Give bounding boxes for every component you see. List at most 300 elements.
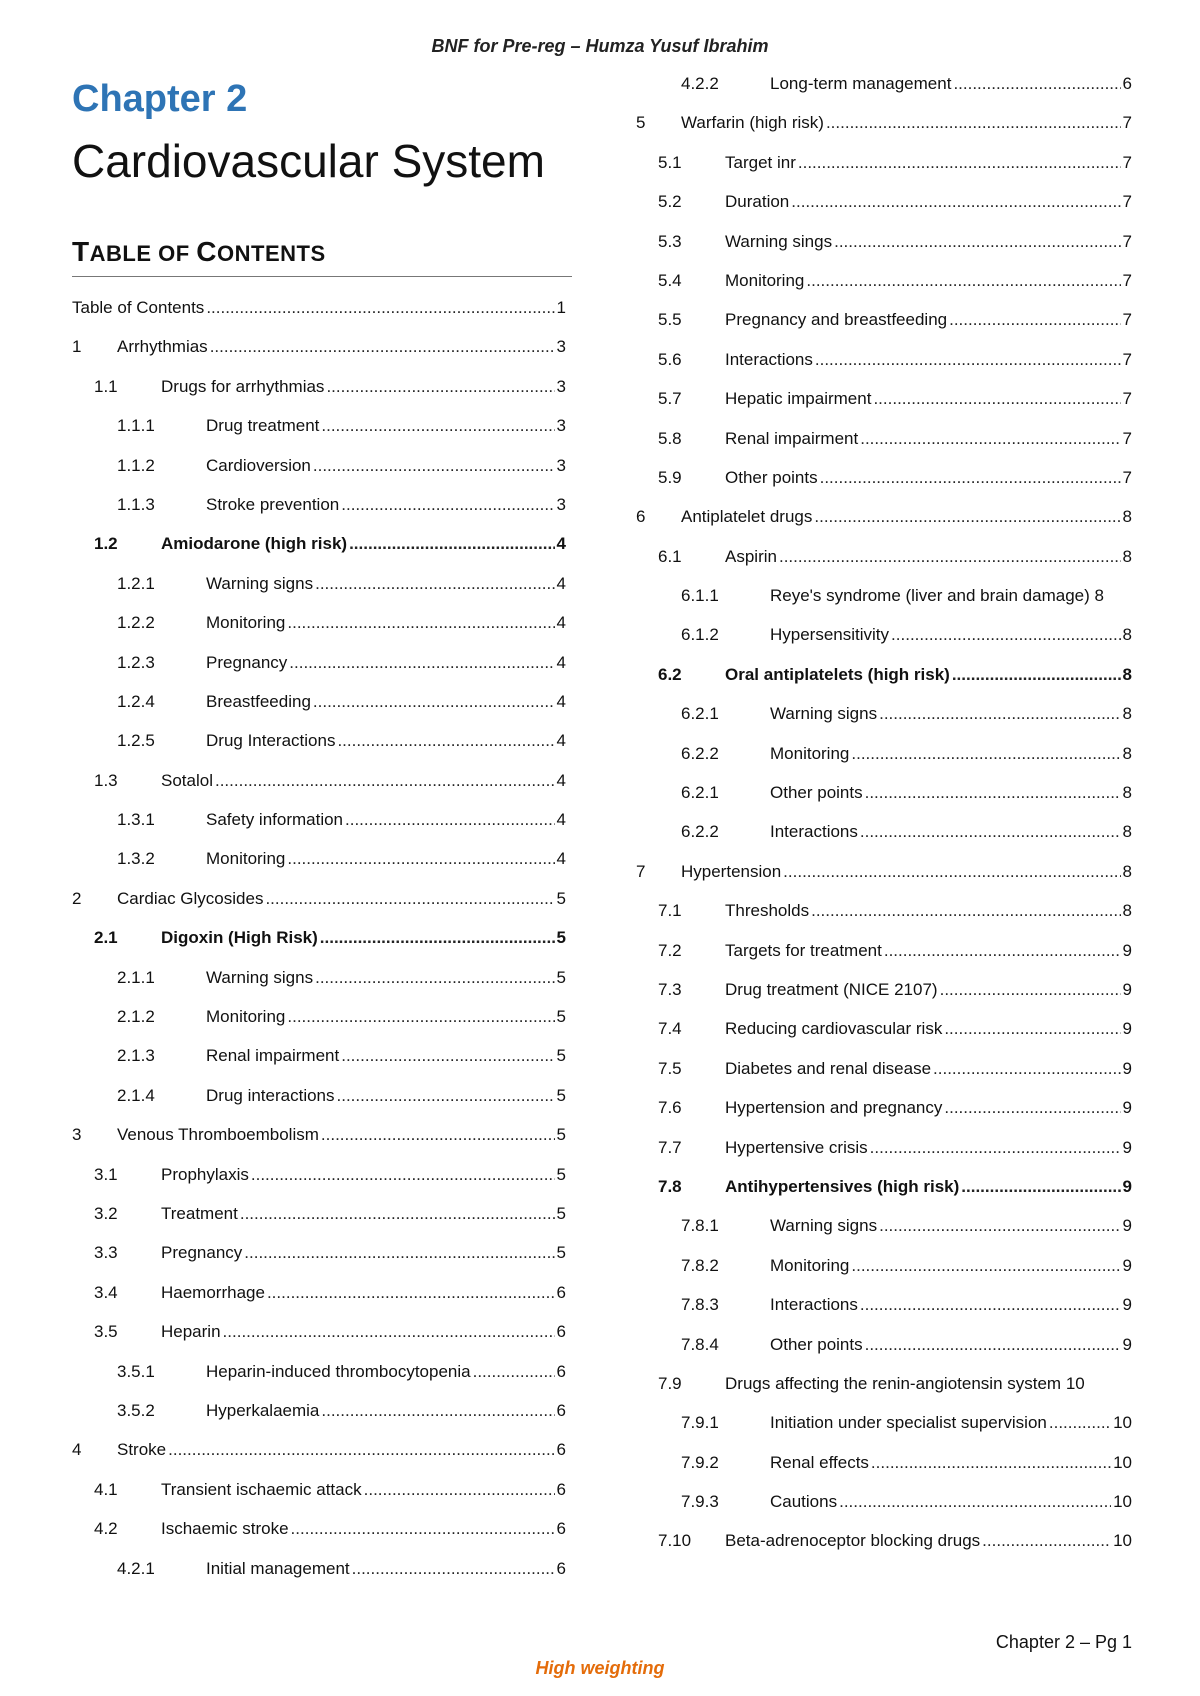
toc-entry-page: 7 <box>1122 231 1132 251</box>
toc-entry-page: 4 <box>556 613 566 633</box>
toc-entry[interactable] <box>636 310 1132 330</box>
toc-entry[interactable] <box>636 1177 1132 1197</box>
toc-entry-title: Prophylaxis <box>161 1164 249 1184</box>
toc-entry[interactable] <box>72 1283 566 1303</box>
toc-entry-page: 9 <box>1122 979 1132 999</box>
toc-entry-page: 8 <box>1122 546 1132 566</box>
toc-entry-title: Treatment <box>161 1203 238 1223</box>
toc-entry-page: 4 <box>556 534 566 554</box>
toc-entry-page: 4 <box>556 770 566 790</box>
toc-entry-number: 3.5.2 <box>117 1400 155 1420</box>
toc-entry-page: 4 <box>556 731 566 751</box>
toc-entry-page: 9 <box>1122 1176 1132 1196</box>
toc-entry[interactable] <box>636 1335 1132 1355</box>
toc-entry-title: Warning signs <box>770 704 878 724</box>
toc-dot-leader <box>851 744 1120 764</box>
toc-entry[interactable] <box>636 350 1132 370</box>
toc-entry-number: 7.4 <box>658 1019 682 1039</box>
toc-entry-number: 3.1 <box>94 1164 118 1184</box>
toc-entry-title: Target inr <box>725 152 796 172</box>
toc-entry-page: 8 <box>1122 901 1132 921</box>
toc-entry-title: Diabetes and renal disease <box>725 1058 932 1078</box>
toc-entry-number: 6.2.2 <box>681 743 719 763</box>
toc-entry[interactable] <box>636 941 1132 961</box>
toc-entry-number: 4.2 <box>94 1519 118 1539</box>
toc-entry-number: 1.1.2 <box>117 455 155 475</box>
toc-dot-leader <box>287 849 554 869</box>
toc-dot-leader <box>953 74 1120 94</box>
toc-entry-number: 5.3 <box>658 231 682 251</box>
toc-entry-number: 7.3 <box>658 979 682 999</box>
toc-column-right <box>636 74 1132 1571</box>
toc-entry-title: Safety information <box>206 810 344 830</box>
toc-entry[interactable] <box>72 1165 566 1185</box>
footer-page-number: Chapter 2 – Pg 1 <box>995 1632 1132 1652</box>
toc-entry[interactable] <box>636 113 1132 133</box>
toc-entry[interactable] <box>72 416 566 436</box>
toc-dot-leader <box>870 1138 1121 1158</box>
toc-dot-leader <box>982 1531 1111 1551</box>
toc-entry-title: Renal impairment <box>725 428 859 448</box>
toc-entry-number: 1.2.1 <box>117 573 155 593</box>
toc-entry-title: Sotalol <box>161 770 213 790</box>
toc-entry-number: 7 <box>636 861 646 881</box>
toc-entry-title: Initiation under specialist supervision <box>770 1413 1047 1433</box>
toc-dot-leader <box>839 1492 1111 1512</box>
toc-entry-page: 6 <box>556 1400 566 1420</box>
footer-note: High weighting <box>535 1658 665 1678</box>
toc-entry-title: Other points <box>770 783 863 803</box>
toc-entry-page: 6 <box>556 1479 566 1499</box>
toc-entry[interactable] <box>636 704 1132 724</box>
toc-entry-title: Interactions <box>725 349 813 369</box>
toc-entry[interactable] <box>636 74 1132 94</box>
toc-dot-leader <box>287 613 554 633</box>
toc-entry-number: 3 <box>72 1125 82 1145</box>
toc-entry-title: Drugs for arrhythmias <box>161 376 325 396</box>
toc-entry-number: 4 <box>72 1440 82 1460</box>
toc-entry-page: 5 <box>556 1125 566 1145</box>
toc-dot-leader <box>265 889 554 909</box>
toc-entry-number: 3.5.1 <box>117 1361 155 1381</box>
toc-entry[interactable] <box>72 377 566 397</box>
toc-entry[interactable] <box>72 337 566 357</box>
toc-entry-title: Breastfeeding <box>206 691 311 711</box>
toc-entry-title: Table of Contents <box>72 298 205 317</box>
toc-entry-title: Hyperkalaemia <box>206 1400 320 1420</box>
toc-entry[interactable] <box>72 1362 566 1382</box>
toc-entry[interactable] <box>72 534 566 554</box>
toc-entry[interactable] <box>72 456 566 476</box>
toc-dot-leader <box>891 625 1120 645</box>
toc-entry-title: Warning signs <box>206 967 314 987</box>
toc-dot-leader <box>321 416 554 436</box>
toc-entry-title: Hypersensitivity <box>770 625 890 645</box>
toc-dot-leader <box>834 232 1120 252</box>
toc-entry-title: Heparin-induced thrombocytopenia <box>206 1361 471 1381</box>
toc-entry-number: 6.1.2 <box>681 625 719 645</box>
toc-dot-leader <box>873 389 1120 409</box>
toc-dot-leader <box>321 1401 554 1421</box>
toc-dot-leader <box>884 941 1121 961</box>
toc-dot-leader <box>944 1098 1120 1118</box>
toc-entry[interactable] <box>636 507 1132 527</box>
toc-dot-leader <box>806 271 1120 291</box>
toc-dot-leader <box>860 822 1121 842</box>
toc-entry-number: 7.9.1 <box>681 1413 719 1433</box>
toc-dot-leader <box>851 1256 1120 1276</box>
toc-entry-title: Antiplatelet drugs <box>681 507 813 527</box>
toc-entry[interactable] <box>636 1256 1132 1276</box>
toc-dot-leader <box>240 1204 555 1224</box>
toc-entry-number: 7.9.3 <box>681 1492 719 1512</box>
toc-entry[interactable] <box>72 731 566 751</box>
toc-dot-leader <box>210 337 555 357</box>
toc-entry-number: 5.5 <box>658 310 682 330</box>
toc-entry[interactable] <box>636 271 1132 291</box>
toc-entry-title: Drug treatment (NICE 2107) <box>725 979 938 999</box>
toc-entry-page: 3 <box>556 416 566 436</box>
toc-entry-page: 7 <box>1122 349 1132 369</box>
toc-entry-title: Other points <box>770 1334 863 1354</box>
toc-entry-number: 5.9 <box>658 467 682 487</box>
toc-entry[interactable] <box>636 468 1132 488</box>
toc-entry-number: 1.2 <box>94 534 118 554</box>
toc-entry-page: 6 <box>556 1282 566 1302</box>
toc-entry-number: 1.1.3 <box>117 494 155 514</box>
toc-entry[interactable] <box>72 613 566 633</box>
toc-entry-title: Other points <box>725 467 818 487</box>
toc-entry-page: 9 <box>1122 1255 1132 1275</box>
toc-entry-page: 8 <box>1122 783 1132 803</box>
toc-entry-number: 1.2.3 <box>117 652 155 672</box>
toc-dot-leader <box>473 1362 555 1382</box>
toc-entry-page: 5 <box>556 1046 566 1066</box>
toc-entry-page: 8 <box>1122 625 1132 645</box>
toc-entry-number: 6.2.1 <box>681 704 719 724</box>
toc-entry-page: 10 <box>1113 1531 1132 1551</box>
toc-dot-leader <box>337 1086 555 1106</box>
toc-dot-leader <box>826 113 1121 133</box>
toc-dot-leader <box>865 1335 1121 1355</box>
toc-entry[interactable] <box>72 1204 566 1224</box>
toc-entry-title: Interactions <box>770 1295 858 1315</box>
toc-entry[interactable] <box>636 547 1132 567</box>
toc-entry-page: 10 <box>1065 1373 1085 1393</box>
toc-entry-page: 5 <box>556 1164 566 1184</box>
toc-entry[interactable] <box>72 692 566 712</box>
toc-entry[interactable] <box>636 665 1132 685</box>
toc-entry-page: 8 <box>1122 507 1132 527</box>
toc-dot-leader <box>871 1453 1111 1473</box>
toc-entry[interactable] <box>636 1098 1132 1118</box>
toc-entry-page: 4 <box>556 810 566 830</box>
toc-entry-number: 1.3.2 <box>117 849 155 869</box>
toc-entry-page: 4 <box>556 652 566 672</box>
toc-entry-title: Renal effects <box>770 1452 869 1472</box>
toc-entry-page: 8 <box>1122 822 1132 842</box>
toc-entry-number: 5.1 <box>658 152 682 172</box>
toc-dot-leader <box>779 547 1121 567</box>
toc-entry-page: 7 <box>1122 467 1132 487</box>
running-header: BNF for Pre-reg – Humza Yusuf Ibrahim <box>431 36 769 56</box>
toc-entry[interactable] <box>72 810 566 830</box>
toc-entry-number: 1.2.4 <box>117 691 155 711</box>
toc-dot-leader <box>820 468 1121 488</box>
toc-entry[interactable] <box>72 1086 566 1106</box>
toc-entry-title: Monitoring <box>770 1255 850 1275</box>
toc-entry-page: 7 <box>1122 310 1132 330</box>
toc-dot-leader <box>341 1046 554 1066</box>
toc-entry-number: 7.7 <box>658 1137 682 1157</box>
chapter-title: Cardiovascular System <box>72 135 545 187</box>
toc-entry[interactable] <box>636 1295 1132 1315</box>
toc-entry-title: Venous Thromboembolism <box>117 1125 319 1145</box>
toc-entry[interactable] <box>72 1322 566 1342</box>
toc-dot-leader <box>313 456 555 476</box>
toc-dot-leader <box>223 1322 555 1342</box>
toc-entry-number: 7.2 <box>658 940 682 960</box>
toc-entry-title: Haemorrhage <box>161 1282 265 1302</box>
toc-entry-title: Warning signs <box>206 573 314 593</box>
toc-entry-number: 7.1 <box>658 901 682 921</box>
toc-entry[interactable] <box>636 1216 1132 1236</box>
toc-entry-number: 6.2.2 <box>681 822 719 842</box>
toc-entry-title: Hypertension and pregnancy <box>725 1098 943 1118</box>
toc-dot-leader <box>860 1295 1121 1315</box>
toc-divider <box>72 276 572 277</box>
toc-entry-title: Arrhythmias <box>117 337 208 357</box>
toc-entry-title: Drug treatment <box>206 416 320 436</box>
toc-entry-number: 5.4 <box>658 270 682 290</box>
toc-entry[interactable] <box>72 968 566 988</box>
toc-entry-number: 7.8.3 <box>681 1295 719 1315</box>
toc-entry[interactable] <box>636 1138 1132 1158</box>
toc-dot-leader <box>341 495 554 515</box>
toc-entry-number: 1.2.2 <box>117 613 155 633</box>
toc-entry-title: Pregnancy and breastfeeding <box>725 310 948 330</box>
toc-entry-title: Monitoring <box>206 613 286 633</box>
toc-heading-c: C <box>196 236 218 267</box>
toc-entry[interactable] <box>72 771 566 791</box>
toc-dot-leader <box>865 783 1121 803</box>
toc-entry[interactable] <box>636 1492 1132 1512</box>
toc-entry-title: Hypertensive crisis <box>725 1137 868 1157</box>
toc-dot-leader <box>811 901 1120 921</box>
toc-entry[interactable] <box>636 901 1132 921</box>
toc-entry-number: 2.1.2 <box>117 1007 155 1027</box>
toc-entry-title: Hypertension <box>681 861 782 881</box>
toc-entry-page: 8 <box>1094 586 1104 606</box>
toc-entry-page: 6 <box>1122 74 1132 93</box>
toc-dot-leader <box>814 507 1120 527</box>
toc-entry-title: Cardiac Glycosides <box>117 888 264 908</box>
toc-entry-title: Aspirin <box>725 546 777 566</box>
toc-entry-number: 7.8.1 <box>681 1216 719 1236</box>
toc-entry[interactable] <box>72 1480 566 1500</box>
toc-entry-page: 4 <box>556 691 566 711</box>
toc-entry-page: 5 <box>556 1007 566 1027</box>
toc-entry-page: 6 <box>556 1519 566 1539</box>
toc-entry[interactable] <box>72 1401 566 1421</box>
toc-entry-number: 6.1.1 <box>681 586 719 606</box>
toc-entry-title: Digoxin (High Risk) <box>161 928 318 948</box>
toc-entry-title: Oral antiplatelets (high risk) <box>725 664 950 684</box>
toc-entry-number: 7.10 <box>658 1531 692 1551</box>
toc-entry-title: Hepatic impairment <box>725 389 872 409</box>
toc-entry[interactable] <box>72 1559 566 1579</box>
toc-entry-page: 3 <box>556 455 566 475</box>
toc-dot-leader <box>320 928 555 948</box>
chapter-number: Chapter 2 <box>72 78 248 120</box>
toc-entry-number: 1 <box>72 337 82 357</box>
toc-entry-page: 4 <box>556 849 566 869</box>
toc-entry-number: 7.5 <box>658 1058 682 1078</box>
toc-entry[interactable] <box>72 1125 566 1145</box>
toc-entry-page: 9 <box>1122 940 1132 960</box>
toc-entry[interactable] <box>72 1519 566 1539</box>
toc-entry-number: 5 <box>636 113 646 133</box>
toc-entry-page: 5 <box>556 967 566 987</box>
toc-entry[interactable] <box>636 1374 1132 1394</box>
toc-entry-number: 4.2.2 <box>681 74 719 93</box>
toc-entry-title: Stroke <box>117 1440 167 1460</box>
toc-entry[interactable] <box>72 1243 566 1263</box>
toc-entry-title: Pregnancy <box>206 652 288 672</box>
toc-entry-page: 9 <box>1122 1019 1132 1039</box>
toc-entry-page: 7 <box>1122 192 1132 212</box>
toc-entry-number: 5.2 <box>658 192 682 212</box>
toc-entry-page: 6 <box>556 1440 566 1460</box>
toc-entry-number: 5.6 <box>658 349 682 369</box>
toc-dot-leader <box>879 704 1120 724</box>
toc-entry-number: 5.8 <box>658 428 682 448</box>
toc-entry-page: 8 <box>1122 704 1132 724</box>
toc-entry-page: 8 <box>1122 743 1132 763</box>
toc-entry-title: Reye's syndrome (liver and brain damage) <box>770 586 1090 606</box>
toc-entry-page: 10 <box>1113 1452 1132 1472</box>
toc-entry[interactable] <box>636 822 1132 842</box>
toc-entry-title: Drugs affecting the renin-angiotensin system <box>725 1373 1062 1393</box>
toc-heading-part2: ONTENTS <box>217 241 326 266</box>
toc-dot-leader <box>952 665 1121 685</box>
toc-entry-page: 7 <box>1122 270 1132 290</box>
toc-entry-title: Monitoring <box>206 849 286 869</box>
toc-entry[interactable] <box>636 1059 1132 1079</box>
toc-entry-page: 9 <box>1122 1098 1132 1118</box>
toc-entry[interactable] <box>636 783 1132 803</box>
toc-entry-page: 7 <box>1122 113 1132 133</box>
toc-entry[interactable] <box>636 192 1132 212</box>
toc-entry-page: 7 <box>1122 428 1132 448</box>
toc-entry-number: 3.5 <box>94 1322 118 1342</box>
toc-entry-number: 6.2 <box>658 664 682 684</box>
toc-entry[interactable] <box>636 862 1132 882</box>
toc-entry[interactable] <box>636 980 1132 1000</box>
toc-dot-leader <box>944 1019 1120 1039</box>
toc-entry-title: Warning signs <box>770 1216 878 1236</box>
toc-entry-number: 3.4 <box>94 1282 118 1302</box>
toc-dot-leader <box>289 653 554 673</box>
toc-entry-title: Warfarin (high risk) <box>681 113 824 133</box>
toc-entry[interactable] <box>636 1413 1132 1433</box>
toc-entry-number: 2.1.3 <box>117 1046 155 1066</box>
toc-dot-leader <box>791 192 1120 212</box>
toc-entry[interactable] <box>72 653 566 673</box>
toc-entry-page: 7 <box>1122 152 1132 172</box>
toc-entry-number: 5.7 <box>658 389 682 409</box>
toc-entry-number: 1.1.1 <box>117 416 155 436</box>
toc-dot-leader <box>1049 1413 1111 1433</box>
toc-entry-page: 9 <box>1122 1137 1132 1157</box>
toc-entry[interactable] <box>636 389 1132 409</box>
toc-dot-leader <box>352 1559 555 1579</box>
toc-entry[interactable] <box>72 495 566 515</box>
toc-entry[interactable] <box>636 232 1132 252</box>
toc-entry-page: 3 <box>556 376 566 396</box>
toc-entry-page: 5 <box>556 1243 566 1263</box>
toc-dot-leader <box>291 1519 555 1539</box>
toc-entry-page: 6 <box>556 1361 566 1381</box>
toc-entry[interactable] <box>636 625 1132 645</box>
toc-entry-page: 9 <box>1122 1216 1132 1236</box>
toc-dot-leader <box>168 1440 554 1460</box>
toc-entry[interactable] <box>72 1440 566 1460</box>
toc-dot-leader <box>860 429 1120 449</box>
toc-dot-leader <box>337 731 554 751</box>
toc-dot-leader <box>879 1216 1120 1236</box>
toc-entry-number: 6.1 <box>658 546 682 566</box>
toc-entry[interactable] <box>72 1007 566 1027</box>
toc-entry-number: 1.1 <box>94 376 118 396</box>
toc-entry-page: 9 <box>1122 1295 1132 1315</box>
toc-entry[interactable] <box>72 849 566 869</box>
toc-dot-leader <box>364 1480 555 1500</box>
toc-heading-t: T <box>72 236 90 267</box>
toc-entry-title: Amiodarone (high risk) <box>161 534 348 554</box>
toc-dot-leader <box>783 862 1120 882</box>
toc-entry[interactable] <box>72 298 566 318</box>
toc-entry-title: Targets for treatment <box>725 940 882 960</box>
toc-dot-leader <box>949 310 1120 330</box>
toc-entry[interactable] <box>636 153 1132 173</box>
toc-entry[interactable] <box>72 1046 566 1066</box>
toc-entry-number: 6 <box>636 507 646 527</box>
toc-entry[interactable] <box>72 574 566 594</box>
toc-entry-number: 7.6 <box>658 1098 682 1118</box>
toc-entry[interactable] <box>636 586 1132 606</box>
toc-entry-number: 7.9 <box>658 1373 682 1393</box>
toc-entry-number: 2.1 <box>94 928 118 948</box>
toc-entry[interactable] <box>636 1531 1132 1551</box>
toc-entry-title: Transient ischaemic attack <box>161 1479 362 1499</box>
toc-entry-page: 1 <box>556 298 566 317</box>
toc-entry[interactable] <box>636 429 1132 449</box>
toc-entry-page: 8 <box>1122 664 1132 684</box>
toc-entry-page: 5 <box>556 1203 566 1223</box>
toc-entry-title: Duration <box>725 192 790 212</box>
toc-entry[interactable] <box>636 1019 1132 1039</box>
toc-entry[interactable] <box>72 928 566 948</box>
toc-entry[interactable] <box>636 744 1132 764</box>
toc-entry-title: Cautions <box>770 1492 838 1512</box>
toc-entry-title: Monitoring <box>206 1007 286 1027</box>
toc-entry-title: Pregnancy <box>161 1243 243 1263</box>
toc-dot-leader <box>321 1125 555 1145</box>
toc-entry[interactable] <box>636 1453 1132 1473</box>
toc-entry-page: 5 <box>556 928 566 948</box>
toc-entry[interactable] <box>72 889 566 909</box>
